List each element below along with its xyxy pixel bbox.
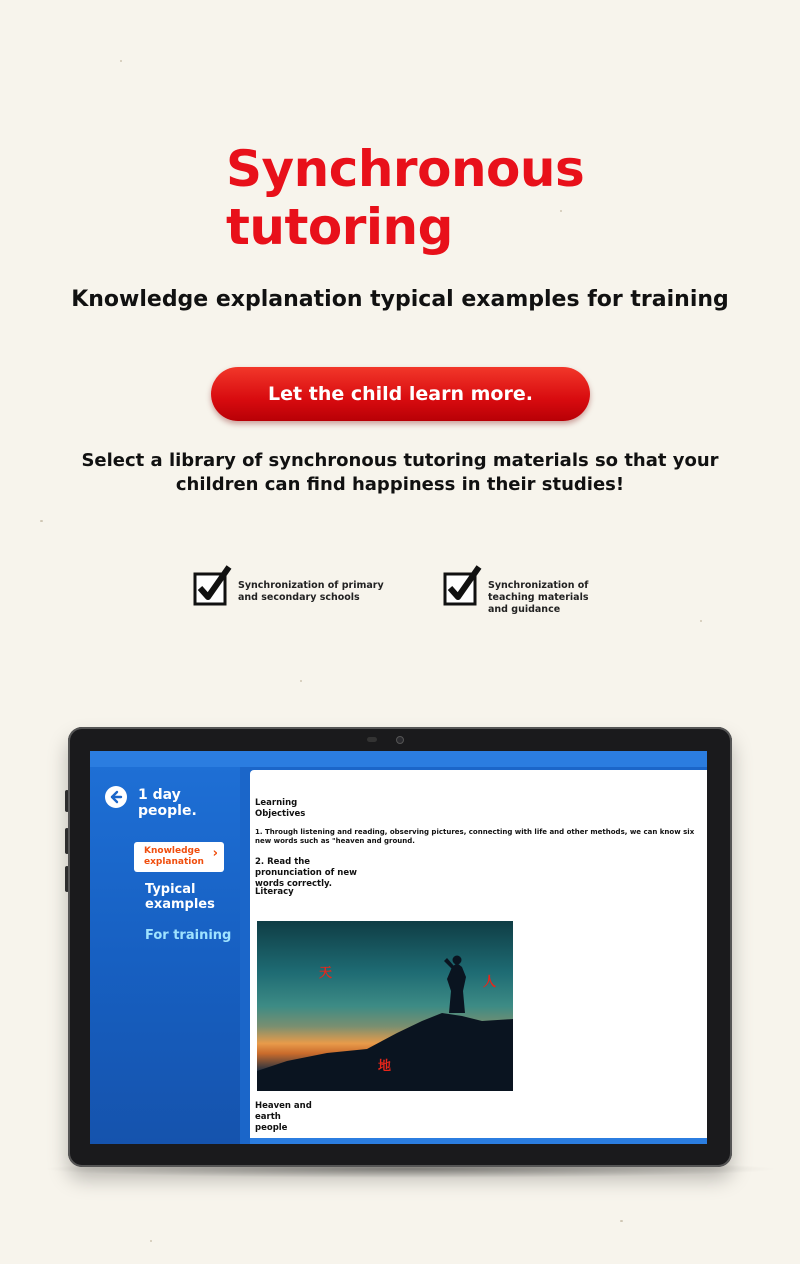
hero-title-line1: Synchronous xyxy=(226,140,585,198)
back-button[interactable] xyxy=(105,786,127,808)
lesson-photo xyxy=(257,921,513,1091)
feature-item xyxy=(443,564,606,616)
tablet-screen xyxy=(90,751,707,1144)
photo-character-heaven: 天 xyxy=(319,966,333,981)
tablet-sensor xyxy=(367,737,377,742)
learning-objectives-heading: Learning Objectives xyxy=(255,798,306,819)
objective-2: 2. Read the pronunciation of new words correctly. xyxy=(255,857,357,889)
photo-character-people: 人 xyxy=(483,975,497,990)
literacy-heading: Literacy xyxy=(255,887,294,897)
back-arrow-icon xyxy=(109,790,123,804)
objective-1: 1. Through listening and reading, observing pictures, connecting with life and other methods, we can know six new words such as "heaven and ground. xyxy=(255,828,695,845)
learn-more-button[interactable]: Let the child learn more. xyxy=(211,367,590,421)
lesson-content xyxy=(250,770,707,1138)
background-speck xyxy=(150,1240,152,1242)
chevron-right-icon: › xyxy=(212,846,218,861)
subtitle: Knowledge explanation typical examples for training xyxy=(71,287,729,312)
hero-title xyxy=(226,140,584,256)
checkbox-checked-icon xyxy=(443,564,483,608)
background-speck xyxy=(700,620,702,622)
feature-label: Synchronization of teaching materials and guidance xyxy=(488,580,589,615)
description: Select a library of synchronous tutoring materials so that your children can find happiness in their studies! xyxy=(81,450,719,495)
background-speck xyxy=(120,60,122,62)
nav-typical-examples[interactable]: Typical examples xyxy=(145,882,215,912)
lesson-title: 1 day people. xyxy=(138,787,197,819)
screen-top-bar xyxy=(90,751,707,767)
nav-for-training[interactable]: For training xyxy=(145,928,232,943)
hero-title-line2: tutoring xyxy=(226,198,453,256)
content-bottom-bar xyxy=(250,1138,707,1144)
lesson-sidebar xyxy=(90,767,240,1144)
photo-character-earth: 地 xyxy=(378,1059,392,1074)
feature-item xyxy=(193,564,398,608)
photo-caption: Heaven and earth people xyxy=(255,1101,312,1133)
background-speck xyxy=(40,520,43,522)
background-speck xyxy=(620,1220,623,1222)
nav-knowledge-explanation[interactable] xyxy=(134,842,224,872)
feature-label: Synchronization of primary and secondary schools xyxy=(238,580,384,603)
checkbox-checked-icon xyxy=(193,564,233,608)
nav-label: Knowledge explanation xyxy=(144,846,204,867)
tablet-camera-icon xyxy=(396,736,404,744)
background-speck xyxy=(300,680,302,682)
